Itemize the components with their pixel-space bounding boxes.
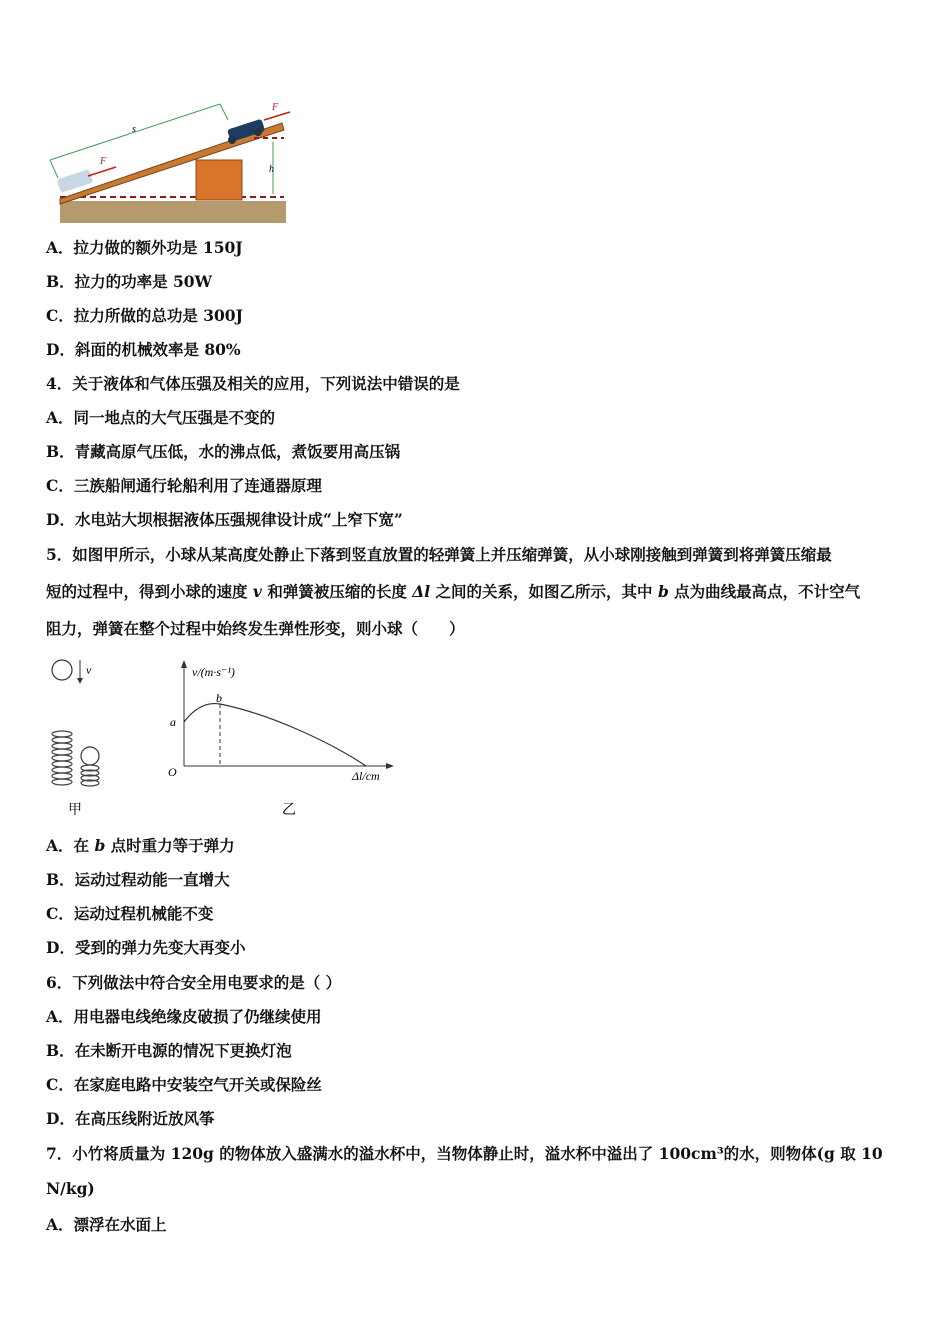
q6-stem: 6．下列做法中符合安全用电要求的是（ ） (46, 973, 342, 992)
label-h: h (269, 164, 274, 175)
ground (60, 201, 286, 223)
wooden-block (196, 160, 242, 200)
q3-option-c: C．拉力所做的总功是 300J (46, 306, 243, 325)
q3-option-d: D．斜面的机械效率是 80% (46, 340, 241, 359)
q5-stem-line3: 阻力，弹簧在整个过程中始终发生弹性形变，则小球（ ） (46, 619, 465, 638)
q5-option-b: B．运动过程动能一直增大 (46, 870, 230, 889)
q7-stem-line2: N/kg) (46, 1179, 95, 1198)
point-b-label: b (216, 691, 222, 705)
point-a-label: a (170, 715, 176, 729)
q4-option-d: D．水电站大坝根据液体压强规律设计成“上窄下宽” (46, 510, 403, 529)
label-s: s (132, 124, 136, 135)
q5-stem-line1: 5．如图甲所示，小球从某高度处静止下落到竖直放置的轻弹簧上并压缩弹簧，从小球刚接触到弹簧到将弹簧压缩最 (46, 545, 832, 564)
q3-option-a: A．拉力做的额外功是 150J (46, 238, 243, 257)
ball-on-spring (81, 747, 99, 765)
label-yi: 乙 (282, 803, 296, 818)
spring-right (81, 765, 99, 786)
q3-option-b: B．拉力的功率是 50W (46, 272, 212, 291)
q6-option-b: B．在未断开电源的情况下更换灯泡 (46, 1041, 292, 1060)
q6-option-d: D．在高压线附近放风筝 (46, 1109, 215, 1128)
figure-yi (160, 656, 400, 822)
q4-option-c: C．三族船闸通行轮船利用了连通器原理 (46, 476, 322, 495)
spring-left (52, 731, 72, 785)
label-jia: 甲 (68, 803, 82, 818)
force-arrow-bottom (88, 167, 116, 176)
label-F-top: F (272, 102, 279, 113)
q4-stem: 4．关于液体和气体压强及相关的应用，下列说法中错误的是 (46, 374, 460, 393)
figure-jia (44, 652, 114, 822)
q6-option-a: A．用电器电线绝缘皮破损了仍继续使用 (46, 1007, 322, 1026)
label-F-bottom: F (100, 156, 107, 167)
q7-option-a: A．漂浮在水面上 (46, 1215, 167, 1234)
s-tick-right (220, 104, 228, 120)
force-arrow-top (264, 112, 290, 120)
velocity-curve (184, 704, 366, 766)
q5-stem-line2: 短的过程中，得到小球的速度 v 和弹簧被压缩的长度 Δl 之间的关系，如图乙所示，其中 b 点为曲线最高点，不计空气 (46, 582, 861, 601)
label-v: v (86, 663, 92, 677)
origin-label: O (168, 765, 177, 779)
ball-falling (52, 660, 72, 680)
q4-option-a: A．同一地点的大气压强是不变的 (46, 408, 276, 427)
y-axis-label: v/(m·s⁻¹) (192, 665, 235, 679)
q6-option-c: C．在家庭电路中安装空气开关或保险丝 (46, 1075, 322, 1094)
s-tick-left (50, 160, 58, 178)
x-axis-label: Δl/cm (352, 769, 380, 783)
q5-option-a: A．在 b 点时重力等于弹力 (46, 836, 235, 855)
q5-option-d: D．受到的弹力先变大再变小 (46, 938, 246, 957)
q4-option-b: B．青藏高原气压低，水的沸点低，煮饭要用高压锅 (46, 442, 401, 461)
q5-option-c: C．运动过程机械能不变 (46, 904, 214, 923)
incline-figure (44, 98, 294, 226)
q7-stem-line1: 7．小竹将质量为 120g 的物体放入盛满水的溢水杯中，当物体静止时，溢水杯中溢出了 100cm³的水，则物体(g 取 10 (46, 1144, 883, 1163)
